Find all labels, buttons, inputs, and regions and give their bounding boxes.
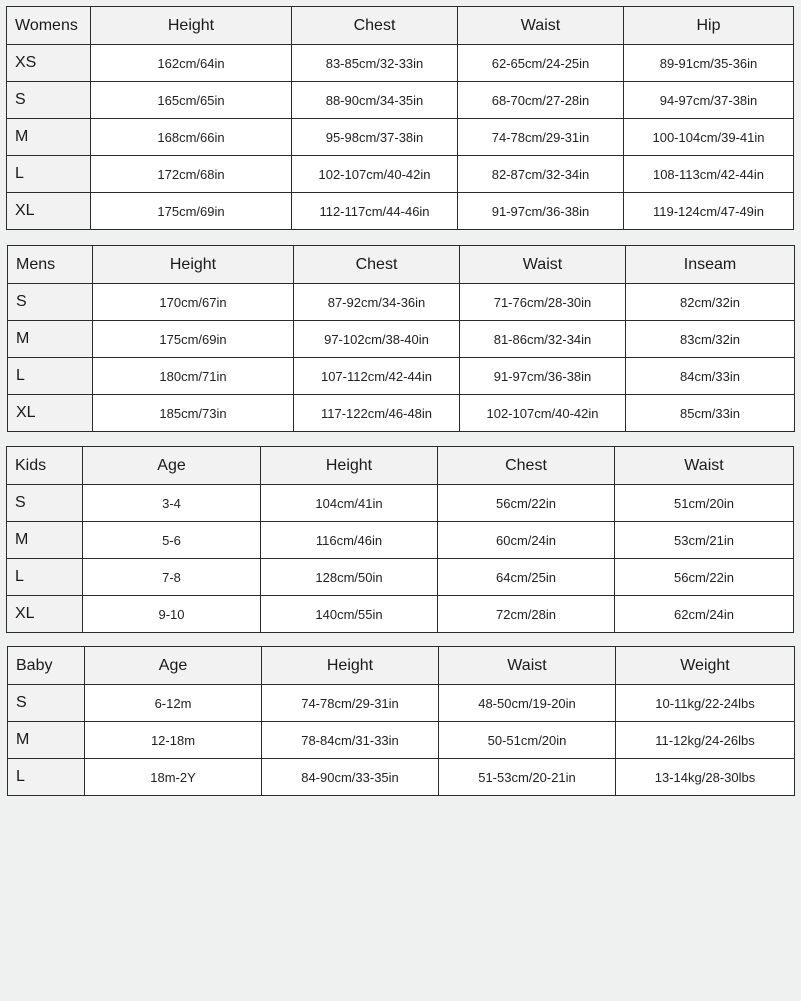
size-label: M bbox=[7, 522, 83, 559]
column-header-height: Height bbox=[91, 7, 292, 45]
size-label: L bbox=[7, 156, 91, 193]
column-header-chest: Chest bbox=[292, 7, 458, 45]
waist-cell: 50-51cm/20in bbox=[439, 722, 616, 759]
age-cell: 3-4 bbox=[83, 485, 261, 522]
waist-cell: 48-50cm/19-20in bbox=[439, 685, 616, 722]
table-header-row bbox=[8, 647, 795, 685]
column-header-height: Height bbox=[93, 246, 294, 284]
waist-cell: 62cm/24in bbox=[615, 596, 794, 633]
table-row bbox=[7, 522, 794, 559]
height-cell: 162cm/64in bbox=[91, 45, 292, 82]
table-row bbox=[7, 596, 794, 633]
height-cell: 172cm/68in bbox=[91, 156, 292, 193]
size-label: XL bbox=[7, 596, 83, 633]
mens-section-label: Mens bbox=[8, 246, 93, 284]
table-row bbox=[7, 156, 794, 193]
waist-cell: 91-97cm/36-38in bbox=[460, 358, 626, 395]
size-label: M bbox=[8, 722, 85, 759]
size-label: XS bbox=[7, 45, 91, 82]
height-cell: 140cm/55in bbox=[261, 596, 438, 633]
age-cell: 9-10 bbox=[83, 596, 261, 633]
size-label: S bbox=[8, 685, 85, 722]
height-cell: 128cm/50in bbox=[261, 559, 438, 596]
table-row bbox=[7, 193, 794, 230]
table-row bbox=[7, 559, 794, 596]
chest-cell: 56cm/22in bbox=[438, 485, 615, 522]
waist-cell: 51-53cm/20-21in bbox=[439, 759, 616, 796]
kids-size-table bbox=[6, 446, 794, 633]
inseam-cell: 83cm/32in bbox=[626, 321, 795, 358]
waist-cell: 91-97cm/36-38in bbox=[458, 193, 624, 230]
baby-section-label: Baby bbox=[8, 647, 85, 685]
table-row bbox=[8, 722, 795, 759]
table-row bbox=[7, 45, 794, 82]
height-cell: 104cm/41in bbox=[261, 485, 438, 522]
column-header-inseam: Inseam bbox=[626, 246, 795, 284]
size-label: S bbox=[8, 284, 93, 321]
age-cell: 5-6 bbox=[83, 522, 261, 559]
column-header-age: Age bbox=[83, 447, 261, 485]
size-label: M bbox=[7, 119, 91, 156]
waist-cell: 71-76cm/28-30in bbox=[460, 284, 626, 321]
height-cell: 116cm/46in bbox=[261, 522, 438, 559]
height-cell: 175cm/69in bbox=[93, 321, 294, 358]
column-header-waist: Waist bbox=[458, 7, 624, 45]
size-label: M bbox=[8, 321, 93, 358]
chest-cell: 88-90cm/34-35in bbox=[292, 82, 458, 119]
baby-size-table bbox=[7, 646, 795, 796]
table-row bbox=[7, 82, 794, 119]
waist-cell: 53cm/21in bbox=[615, 522, 794, 559]
column-header-waist: Waist bbox=[439, 647, 616, 685]
age-cell: 18m-2Y bbox=[85, 759, 262, 796]
inseam-cell: 84cm/33in bbox=[626, 358, 795, 395]
size-label: S bbox=[7, 485, 83, 522]
chest-cell: 117-122cm/46-48in bbox=[294, 395, 460, 432]
size-label: L bbox=[8, 358, 93, 395]
column-header-hip: Hip bbox=[624, 7, 794, 45]
womens-size-table bbox=[6, 6, 794, 230]
height-cell: 168cm/66in bbox=[91, 119, 292, 156]
waist-cell: 51cm/20in bbox=[615, 485, 794, 522]
table-row bbox=[8, 358, 795, 395]
table-row bbox=[8, 284, 795, 321]
waist-cell: 68-70cm/27-28in bbox=[458, 82, 624, 119]
chest-cell: 112-117cm/44-46in bbox=[292, 193, 458, 230]
chest-cell: 107-112cm/42-44in bbox=[294, 358, 460, 395]
column-header-height: Height bbox=[261, 447, 438, 485]
height-cell: 74-78cm/29-31in bbox=[262, 685, 439, 722]
table-header-row bbox=[7, 447, 794, 485]
table-header-row bbox=[7, 7, 794, 45]
column-header-waist: Waist bbox=[460, 246, 626, 284]
table-row bbox=[7, 485, 794, 522]
height-cell: 185cm/73in bbox=[93, 395, 294, 432]
weight-cell: 13-14kg/28-30lbs bbox=[616, 759, 795, 796]
hip-cell: 119-124cm/47-49in bbox=[624, 193, 794, 230]
column-header-waist: Waist bbox=[615, 447, 794, 485]
weight-cell: 10-11kg/22-24lbs bbox=[616, 685, 795, 722]
size-label: S bbox=[7, 82, 91, 119]
age-cell: 12-18m bbox=[85, 722, 262, 759]
hip-cell: 108-113cm/42-44in bbox=[624, 156, 794, 193]
height-cell: 78-84cm/31-33in bbox=[262, 722, 439, 759]
waist-cell: 56cm/22in bbox=[615, 559, 794, 596]
size-label: L bbox=[8, 759, 85, 796]
waist-cell: 102-107cm/40-42in bbox=[460, 395, 626, 432]
table-row bbox=[8, 685, 795, 722]
hip-cell: 89-91cm/35-36in bbox=[624, 45, 794, 82]
table-header-row bbox=[8, 246, 795, 284]
chest-cell: 83-85cm/32-33in bbox=[292, 45, 458, 82]
hip-cell: 100-104cm/39-41in bbox=[624, 119, 794, 156]
column-header-height: Height bbox=[262, 647, 439, 685]
table-row bbox=[8, 321, 795, 358]
chest-cell: 95-98cm/37-38in bbox=[292, 119, 458, 156]
chest-cell: 97-102cm/38-40in bbox=[294, 321, 460, 358]
column-header-weight: Weight bbox=[616, 647, 795, 685]
size-label: XL bbox=[7, 193, 91, 230]
height-cell: 175cm/69in bbox=[91, 193, 292, 230]
table-row bbox=[8, 759, 795, 796]
column-header-age: Age bbox=[85, 647, 262, 685]
waist-cell: 81-86cm/32-34in bbox=[460, 321, 626, 358]
table-row bbox=[8, 395, 795, 432]
weight-cell: 11-12kg/24-26lbs bbox=[616, 722, 795, 759]
chest-cell: 64cm/25in bbox=[438, 559, 615, 596]
inseam-cell: 82cm/32in bbox=[626, 284, 795, 321]
waist-cell: 82-87cm/32-34in bbox=[458, 156, 624, 193]
age-cell: 6-12m bbox=[85, 685, 262, 722]
table-row bbox=[7, 119, 794, 156]
chest-cell: 60cm/24in bbox=[438, 522, 615, 559]
waist-cell: 74-78cm/29-31in bbox=[458, 119, 624, 156]
chest-cell: 72cm/28in bbox=[438, 596, 615, 633]
height-cell: 180cm/71in bbox=[93, 358, 294, 395]
womens-section-label: Womens bbox=[7, 7, 91, 45]
hip-cell: 94-97cm/37-38in bbox=[624, 82, 794, 119]
height-cell: 170cm/67in bbox=[93, 284, 294, 321]
chest-cell: 102-107cm/40-42in bbox=[292, 156, 458, 193]
height-cell: 84-90cm/33-35in bbox=[262, 759, 439, 796]
mens-size-table bbox=[7, 245, 795, 432]
waist-cell: 62-65cm/24-25in bbox=[458, 45, 624, 82]
age-cell: 7-8 bbox=[83, 559, 261, 596]
column-header-chest: Chest bbox=[438, 447, 615, 485]
chest-cell: 87-92cm/34-36in bbox=[294, 284, 460, 321]
size-label: XL bbox=[8, 395, 93, 432]
column-header-chest: Chest bbox=[294, 246, 460, 284]
height-cell: 165cm/65in bbox=[91, 82, 292, 119]
kids-section-label: Kids bbox=[7, 447, 83, 485]
size-label: L bbox=[7, 559, 83, 596]
inseam-cell: 85cm/33in bbox=[626, 395, 795, 432]
